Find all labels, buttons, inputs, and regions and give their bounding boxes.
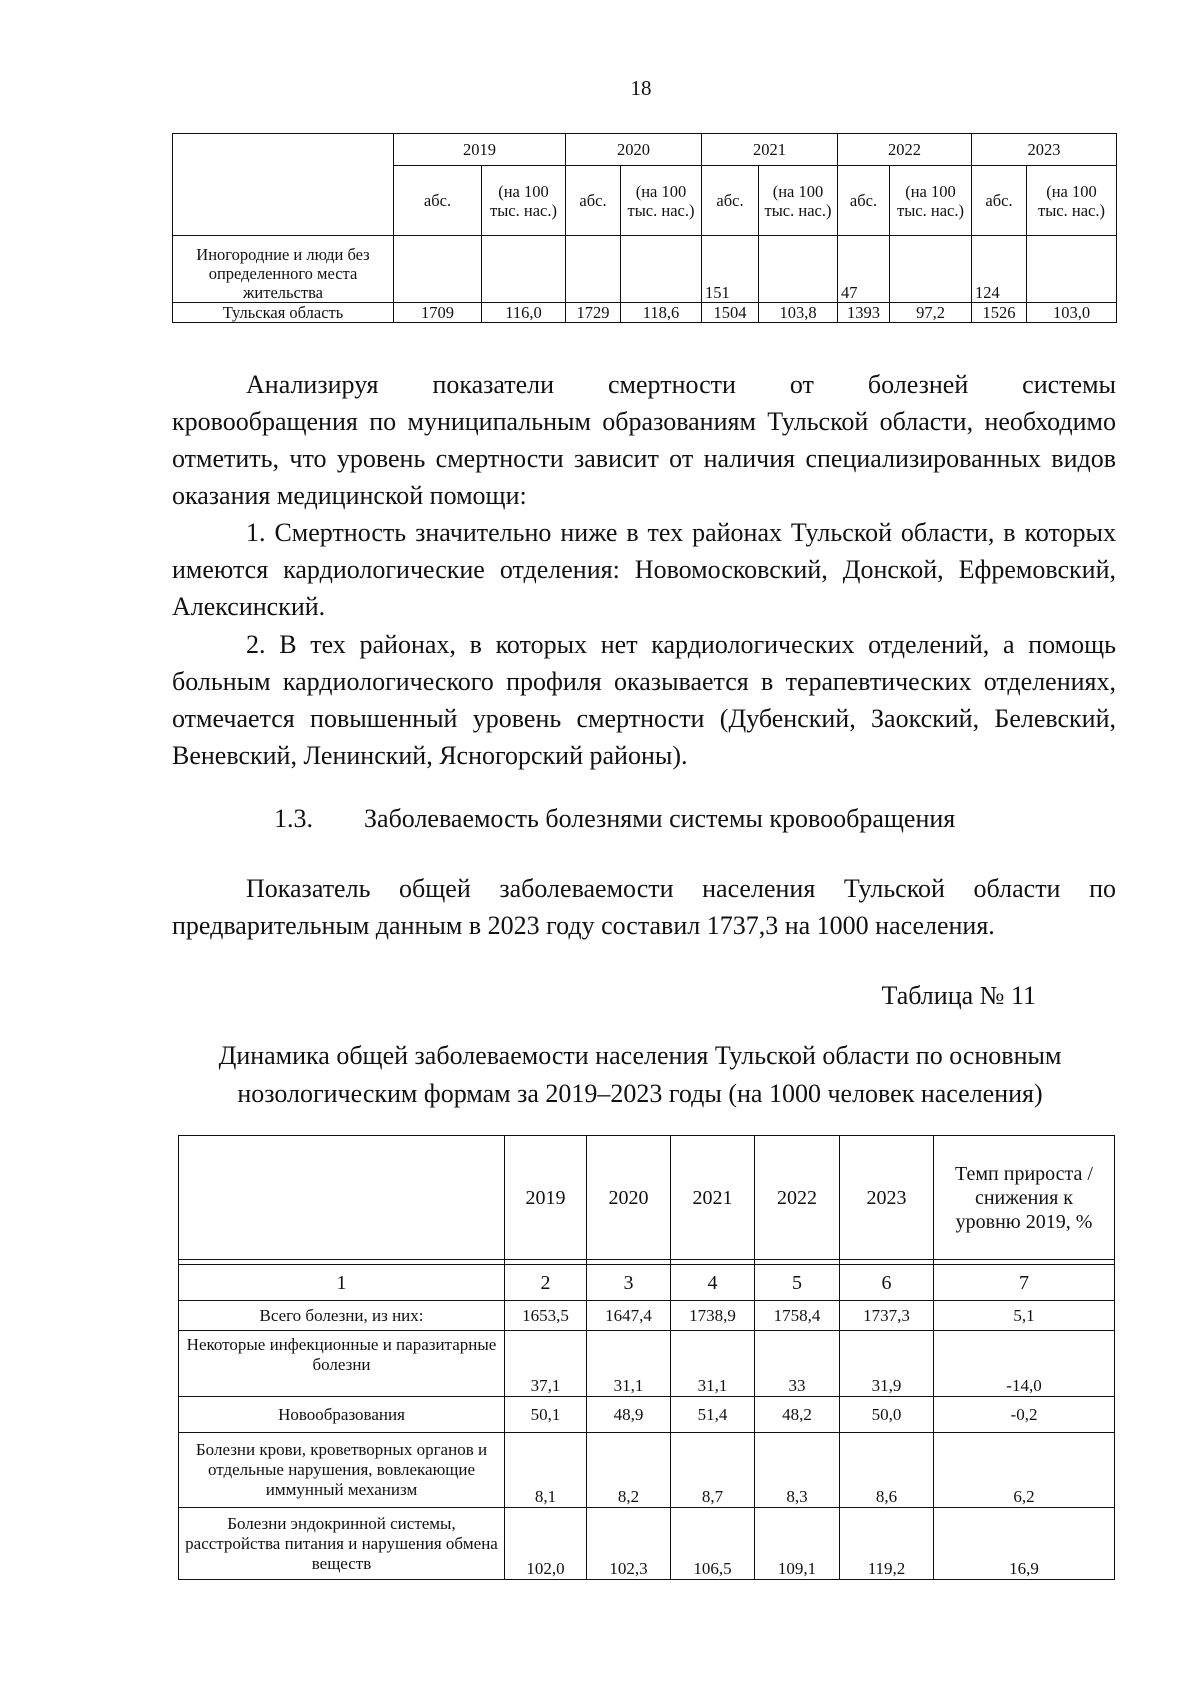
sub-header-rate: (на 100 тыс. нас.)	[621, 166, 702, 236]
table-cell: 47	[838, 236, 890, 303]
page-number: 18	[630, 76, 652, 100]
table-row	[179, 1397, 1115, 1433]
row-label: Всего болезни, из них:	[179, 1301, 505, 1331]
table-cell: 8,2	[587, 1433, 671, 1508]
table-number: Таблица № 11	[881, 981, 1036, 1010]
morbidity-table	[178, 1135, 1115, 1580]
table-cell: 8,3	[755, 1433, 840, 1508]
sub-header-rate: (на 100 тыс. нас.)	[1027, 166, 1117, 236]
row-label: Тульская область	[173, 303, 394, 323]
row-label: Болезни крови, кроветворных органов и отдельные нарушения, вовлекающие иммунный механизм	[179, 1433, 505, 1508]
table-cell: 6,2	[934, 1433, 1115, 1508]
table-cell: 102,3	[587, 1508, 671, 1580]
table-cell: -0,2	[934, 1397, 1115, 1433]
table-cell: 109,1	[755, 1508, 840, 1580]
table-cell: 8,1	[505, 1433, 587, 1508]
sub-header-rate: (на 100 тыс. нас.)	[482, 166, 566, 236]
table-cell: 5,1	[934, 1301, 1115, 1331]
sub-header-rate: (на 100 тыс. нас.)	[759, 166, 838, 236]
table-cell: 119,2	[840, 1508, 934, 1580]
column-header: 2020	[587, 1136, 671, 1260]
table-cell: 1526	[972, 303, 1027, 323]
table-cell: 1709	[394, 303, 482, 323]
table-row	[179, 1508, 1115, 1580]
header-empty-cell	[173, 134, 394, 236]
section-title: Заболеваемость болезнями системы кровообращения	[364, 804, 956, 833]
table-cell: 1758,4	[755, 1301, 840, 1331]
column-number: 2	[505, 1265, 587, 1301]
table-cell: 103,0	[1027, 303, 1117, 323]
table-cell: 1504	[702, 303, 759, 323]
paragraph-3: 2. В тех районах, в которых нет кардиологических отделений, а помощь больным кардиологического профиля оказывается в терапевтических отделениях, отмечается повышенный уровень смертности (Дубенский, Заокский, Белевский, Веневский, Ленинский, Ясногорский районы).	[172, 630, 1116, 770]
table-cell	[621, 236, 702, 303]
table-row	[173, 236, 1117, 303]
sub-header-abs: абс.	[702, 166, 759, 236]
table-cell: 124	[972, 236, 1027, 303]
table-cell	[394, 236, 482, 303]
paragraph-2: 1. Смертность значительно ниже в тех районах Тульской области, в которых имеются кардиологические отделения: Новомосковский, Донской, Ефремовский, Алексинский.	[172, 518, 1116, 621]
table-cell: 118,6	[621, 303, 702, 323]
table-cell	[759, 236, 838, 303]
column-header: 2023	[840, 1136, 934, 1260]
sub-header-abs: абс.	[394, 166, 482, 236]
table-cell: 16,9	[934, 1508, 1115, 1580]
table-cell: 8,6	[840, 1433, 934, 1508]
year-header: 2019	[394, 134, 566, 166]
table-cell: -14,0	[934, 1331, 1115, 1397]
table-cell: 50,1	[505, 1397, 587, 1433]
year-header: 2023	[972, 134, 1117, 166]
table-cell: 1393	[838, 303, 890, 323]
table-cell: 151	[702, 236, 759, 303]
year-header: 2022	[838, 134, 972, 166]
row-label: Новообразования	[179, 1397, 505, 1433]
table-cell: 50,0	[840, 1397, 934, 1433]
table-cell: 102,0	[505, 1508, 587, 1580]
table-cell: 1647,4	[587, 1301, 671, 1331]
table-cell: 106,5	[671, 1508, 755, 1580]
table-cell: 31,9	[840, 1331, 934, 1397]
table-row	[179, 1301, 1115, 1331]
column-header: 2019	[505, 1136, 587, 1260]
table-cell	[890, 236, 972, 303]
column-number: 7	[934, 1265, 1115, 1301]
column-numbers-row	[179, 1265, 1115, 1301]
paragraph-1: кровообращения по муниципальным образованиям Тульской области, необходимо отметить, что уровень смертности зависит от наличия специализированных видов оказания медицинской помощи:	[172, 407, 1116, 510]
table-cell: 51,4	[671, 1397, 755, 1433]
column-number: 3	[587, 1265, 671, 1301]
column-header-growth-rate: Темп прироста /снижения к уровню 2019, %	[934, 1136, 1115, 1260]
row-label: Болезни эндокринной системы, расстройства питания и нарушения обмена веществ	[179, 1508, 505, 1580]
table-cell: 1729	[566, 303, 621, 323]
column-number: 6	[840, 1265, 934, 1301]
mortality-table-continued	[172, 133, 1117, 323]
table-row	[179, 1433, 1115, 1508]
table-cell: 33	[755, 1331, 840, 1397]
table-row	[173, 303, 1117, 323]
year-header: 2021	[702, 134, 838, 166]
table-cell	[482, 236, 566, 303]
column-number: 1	[179, 1265, 505, 1301]
table-cell: 31,1	[671, 1331, 755, 1397]
table-title-line-1: Динамика общей заболеваемости населения Тульской области по основным	[218, 1041, 1062, 1070]
column-number: 5	[755, 1265, 840, 1301]
section-number: 1.3.	[274, 804, 313, 833]
column-number: 4	[671, 1265, 755, 1301]
row-label: Некоторые инфекционные и паразитарные болезни	[179, 1331, 505, 1397]
table-cell: 1737,3	[840, 1301, 934, 1331]
table-cell	[566, 236, 621, 303]
paragraph-1-first-line: Анализируя показатели смертности от болезней системы	[246, 370, 1116, 399]
sub-header-abs: абс.	[838, 166, 890, 236]
table-cell: 1738,9	[671, 1301, 755, 1331]
table-title-line-2: нозологическим формам за 2019–2023 годы (на 1000 человек населения)	[237, 1079, 1043, 1108]
row-label: Иногородние и люди без определенного места жительства	[173, 236, 394, 303]
sub-header-rate: (на 100 тыс. нас.)	[890, 166, 972, 236]
table-cell: 1653,5	[505, 1301, 587, 1331]
table-cell: 48,9	[587, 1397, 671, 1433]
table-cell: 8,7	[671, 1433, 755, 1508]
table-cell	[1027, 236, 1117, 303]
table-cell: 37,1	[505, 1331, 587, 1397]
column-header: 2022	[755, 1136, 840, 1260]
paragraph-4: Показатель общей заболеваемости населения Тульской области по предварительным данным в 2023 году составил 1737,3 на 1000 населения.	[172, 874, 1116, 940]
column-header: 2021	[671, 1136, 755, 1260]
table-cell: 48,2	[755, 1397, 840, 1433]
table-cell: 116,0	[482, 303, 566, 323]
sub-header-abs: абс.	[566, 166, 621, 236]
sub-header-abs: абс.	[972, 166, 1027, 236]
table-cell: 31,1	[587, 1331, 671, 1397]
year-header: 2020	[566, 134, 702, 166]
table-cell: 97,2	[890, 303, 972, 323]
table-row	[179, 1331, 1115, 1397]
table-cell: 103,8	[759, 303, 838, 323]
header-empty-cell	[179, 1136, 505, 1260]
